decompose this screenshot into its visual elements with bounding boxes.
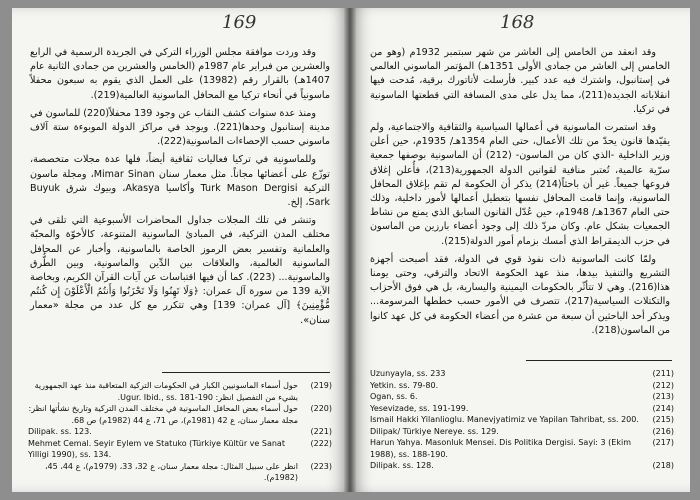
paragraph: وللماسونية في تركيا فعاليات ثقافية أيضاً، فلها عدة مجلات متخصصة، توزّع على أعضائها مجاناً. مثل معمار سنان Mimar Sinan، ومجلة ماسون التركية Turk Mason Dergisi وأكاسيا Akasya، وبيوك شرق Buyuk Sark، إلخ. (30, 154, 331, 209)
footnote-text: Harun Yahya. Masonluk Mensei. Dis Politika Dergisi. Sayi: 3 (Ekim 1988), ss. 188-190. (370, 438, 631, 459)
footnote-number: (222) (310, 438, 332, 448)
footnote (370, 380, 674, 392)
footnote-text: Mehmet Cemal. Seyir Eylem ve Statuko (Türkiye Kültür ve Sanat Yilligi 1990), ss. 134. (28, 438, 285, 459)
footnote-number: (218) (652, 461, 674, 470)
paragraph: وقد استمرت الماسونية في أعمالها السياسية والثقافية والاجتماعية، ولم يقيّدها قانون يحدّ من تلك الأعمال، حتى العام 1354هـ/ 1935م، حين أعلن وزير الداخلية -الذي كان من الماسون- (212) أن الماسونية بوصفها جمعية سرّية عالمية، تُعتبر منافية لقوانين الدولة الجمهورية(213)، فأُعلن إغلاق فروعها جميعاً. غير أن باحثاً(214) يذكر أن الحكومة لم تقم بإغلاق المحافل الماسونية، وإنما قامت المحافل نفسها بتعطيل أعمالها لأمور داخلية، وذلك حتى العام 1367هـ/ 1948م، حين عُدّل القانون السابق الذي يمنع من نشاط الجمعيات بشكل عام. وكان مردّ ذلك إلى وجود أعضاء بارزين من الماسون في حزب الديمقراط الذي أمسك بزمام أمور الدولة(215). (370, 122, 670, 247)
footnote-text: Yesevizade, ss. 191-199. (370, 403, 469, 413)
footnote-number: (212) (652, 380, 674, 390)
footnote-number: (217) (652, 438, 674, 447)
page-number: 169 (222, 12, 257, 33)
footnote (28, 380, 332, 403)
footnote (370, 403, 674, 415)
footnote-number: (216) (652, 426, 674, 436)
footnote-text: Dilipak. ss. 128. (370, 461, 434, 470)
footnote-number: (223) (310, 461, 332, 471)
footnote (28, 438, 332, 461)
footnote-number: (214) (652, 403, 674, 413)
paragraph: ومنذ عدة سنوات كشف النقاب عن وجود 139 محفلاً(220) للماسون في مدينة إستانبول وحدها(221). ويوجد في مراكز الدولة الموبوءة ستة آلاف ماسوني حسب الإحصاءات الماسونية(222). (30, 107, 330, 148)
footnote-separator (526, 360, 672, 361)
book-gutter-shadow (344, 8, 356, 492)
footnote-number: (211) (652, 369, 674, 378)
footnote-text: Dilipak. ss. 123. (28, 427, 92, 436)
body-text (30, 46, 330, 332)
footnote (28, 461, 332, 484)
footnote-text: Yetkin. ss. 79-80. (370, 380, 439, 390)
footnote-text: Uzunyayla, ss. 233 (370, 369, 446, 378)
footnote (370, 426, 674, 438)
paragraph: وتنشر في تلك المجلات جداول المحاضرات الأسبوعية التي تلقى في مختلف المدن التركية، في المبادئ الماسونية المتنوعة، كالأخوّة والمحبّة والعلمانية وتفسير بعض الرموز الخاصة بالماسونية، وأخبار عن المحافل الماسونية العالمية، والعلاقات بين الدِّين والماسونية، وبين الطُّرق والماسونية... (223). كما أن فيها اقتباسات عن آيات القرآن الكريم، وبخاصة الآية 139 من سورة آل عمران: ﴿وَلَا تَهِنُوا وَلَا تَحْزَنُوا وَأَنتُمُ الْأَعْلَوْنَ إِن كُنتُم مُّؤْمِنِينَ﴾ [آل عمران: 139] وهي تتكرر مع كل عدد من مجلة «معمار سنان». (30, 215, 331, 326)
paragraph: ولمّا كانت الماسونية ذات نفوذ قوي في الدولة، فقد أصبحت أجهزة التشريع والتنفيذ بيدها، منذ عهد الحكومة الاتحاد والترقي، وحتى يومنا هذا(216). وهي لا تتأثّر بالحكومات اليمينية واليسارية، بل هي فوق الأحزاب والتكتلات السياسية(217)، تتصرف في الأمور حسب خططها المرسومة... ويذكر أحد الباحثين أن سبعة من عشرة من أعضاء الحكومة في كل عهد كانوا من الماسون(218). (370, 253, 670, 336)
footnote (370, 414, 674, 426)
footnote (28, 426, 332, 438)
left-page (12, 8, 350, 492)
footnote-text: حول أسماء بعض المحافل الماسونية في مختلف المدن التركية وتاريخ نشأتها انظر: مجلة معمار سنان، ع 42 (1981م)، ص 71، ع 44 (1982م) ص 68. (28, 404, 298, 425)
paragraph: وقد وردت موافقة مجلس الوزراء التركي في الجريدة الرسمية في الرابع والعشرين من فبراير عام 1987م (الخامس والعشرين من جمادى الثانية عام 1407هـ) بالقرار رقم (13982) على العمل الذي يقوم به سبعون محفلاً ماسونياً في أنحاء تركيا مع المحافل الماسونية العالمية(219). (30, 47, 330, 101)
footnote (370, 460, 674, 472)
footnote-number: (213) (652, 392, 674, 401)
footnote-number: (221) (310, 427, 332, 436)
footnote-text: حول أسماء الماسونيين الكبار في الحكومات التركية المتعاقبة منذ عهد الجمهورية بشيء من التفصيل انظر: Ugur. Ibid., ss. 181-190. (34, 381, 298, 402)
footnote-number: (219) (310, 381, 332, 390)
footnote (370, 437, 674, 460)
footnote-text: Ismail Hakki Yilanlioglu. Manevjyatimiz ve Yapilan Tahribat, ss. 200. (370, 415, 639, 424)
footnote-separator (162, 372, 330, 373)
footnote-text: Dilipak/ Türkiye Nereye. ss. 129. (370, 426, 499, 436)
footnote-number: (220) (310, 404, 332, 413)
page-number: 168 (500, 12, 535, 33)
footnote (28, 403, 332, 426)
footnotes (28, 380, 332, 484)
right-page (350, 8, 690, 492)
footnote (370, 391, 674, 403)
paragraph: وقد انعقد من الخامس إلى العاشر من شهر سبتمبر 1932م (وهو من الخامس إلى العاشر من جمادى الأولى 1351هـ) المؤتمر الماسوني العالمي في إستانبول، واشترك فيه عدد كبير. فأرسلت لأتاتورك برقية، مُدحت فيها انقلاباته الجديدة(211)، مما يدل على مدى المسافة التي قطعتها الماسونية في تركيا. (370, 47, 670, 115)
footnote-number: (215) (652, 415, 674, 424)
footnote-text: انظر على سبيل المثال: مجلة معمار سنان، ع 32، 33، (1979م)، ع 44، 45، (1982م). (44, 461, 298, 482)
footnotes (370, 368, 674, 472)
body-text (370, 46, 670, 342)
footnote (370, 368, 674, 380)
footnote-text: Ogan, ss. 6. (370, 392, 418, 401)
